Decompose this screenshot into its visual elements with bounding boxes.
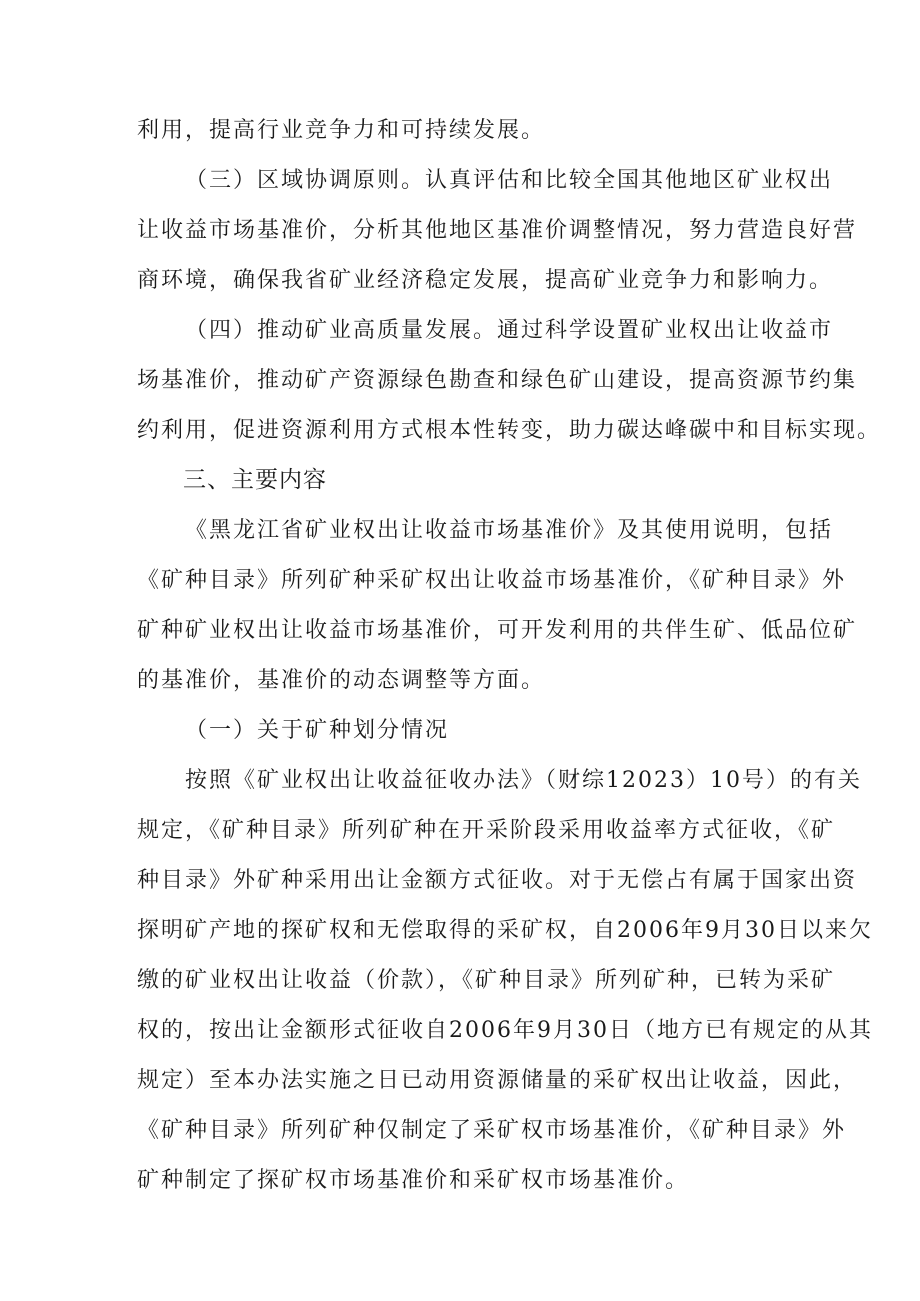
paragraph-line: 矿种制定了探矿权市场基准价和采矿权市场基准价。 [137, 1168, 690, 1193]
paragraph-line: 规定，《矿种目录》所列矿种在开采阶段采用收益率方式征收，《矿 [137, 818, 836, 843]
paragraph-line: 商环境，确保我省矿业经济稳定发展，提高矿业竞争力和影响力。 [137, 268, 834, 293]
subsection-heading: （一）关于矿种划分情况 [185, 718, 450, 743]
paragraph-line: 权的，按出让金额形式征收自2006年9月30日（地方已有规定的从其 [137, 1018, 873, 1043]
paragraph-line: （四）推动矿业高质量发展。通过科学设置矿业权出让收益市 [185, 318, 834, 343]
paragraph-line: 规定）至本办法实施之日已动用资源储量的采矿权出让收益，因此， [137, 1068, 858, 1093]
paragraph-line: 《黑龙江省矿业权出让收益市场基准价》及其使用说明，包括 [185, 518, 834, 543]
paragraph-line: 利用，提高行业竞争力和可持续发展。 [137, 118, 546, 143]
section-heading: 三、主要内容 [183, 467, 327, 493]
paragraph-line: 场基准价，推动矿产资源绿色勘查和绿色矿山建设，提高资源节约集 [137, 368, 858, 393]
paragraph-line: 缴的矿业权出让收益（价款），《矿种目录》所列矿种，已转为采矿 [137, 968, 836, 993]
paragraph-line: 让收益市场基准价，分析其他地区基准价调整情况，努力营造良好营 [137, 218, 858, 243]
paragraph-line: 探明矿产地的探矿权和无偿取得的采矿权，自2006年9月30日以来欠 [137, 918, 873, 943]
paragraph-line: 种目录》外矿种采用出让金额方式征收。对于无偿占有属于国家出资 [137, 868, 858, 893]
paragraph-line: 《矿种目录》所列矿种仅制定了采矿权市场基准价，《矿种目录》外 [137, 1118, 847, 1143]
paragraph-line: 的基准价，基准价的动态调整等方面。 [137, 668, 546, 693]
paragraph-line: （三）区域协调原则。认真评估和比较全国其他地区矿业权出 [185, 168, 834, 193]
paragraph-line: 约利用，促进资源利用方式根本性转变，助力碳达峰碳中和目标实现。 [137, 418, 882, 443]
paragraph-line: 按照《矿业权出让收益征收办法》（财综12023）10号）的有关 [185, 768, 862, 793]
paragraph-line: 矿种矿业权出让收益市场基准价，可开发利用的共伴生矿、低品位矿 [137, 618, 858, 643]
paragraph-line: 《矿种目录》所列矿种采矿权出让收益市场基准价，《矿种目录》外 [137, 568, 847, 593]
